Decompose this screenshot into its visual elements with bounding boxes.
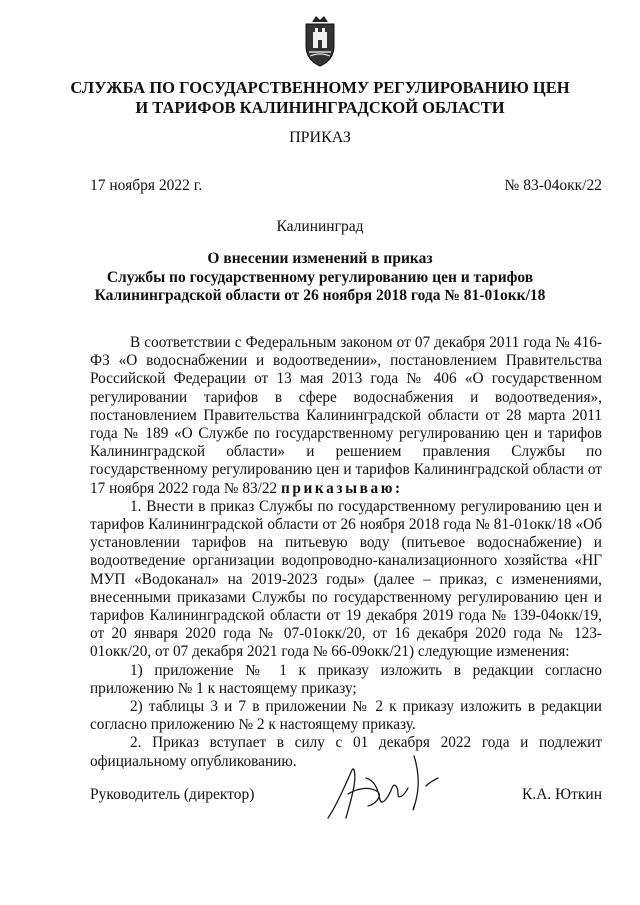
document-type: ПРИКАЗ [289, 129, 351, 146]
signatory-role: Руководитель (директор) [90, 786, 255, 803]
orders-word: приказываю: [281, 479, 403, 497]
document-city: Калининград [276, 218, 364, 235]
preamble-text: В соответствии с Федеральным законом от 07 декабря 2011 года № 416-ФЗ «О водоснабжении и водоотведении», постановлением Правительства Российской Федерации от 13 мая 2013 года № 406 «О государственном регулировании тарифов в сфере водоснабжения и водоотведения», постановлением Правительства Калининградской области от 28 марта 2011 года № 189 «О Службе по государственному регулированию цен и тарифов Калининградской области» и решением правления Службы по государственному регулированию цен и тарифов Калининградской области от 17 ноября 2022 года № 83/22 [90, 334, 602, 497]
item-2-paragraph: 2. Приказ вступает в силу с 01 декабря 2022 года и подлежит официальному опубликованию. [90, 734, 602, 770]
document-body [90, 334, 602, 771]
agency-name-line1: СЛУЖБА ПО ГОСУДАРСТВЕННОМУ РЕГУЛИРОВАНИЮ ЦЕН [70, 78, 570, 97]
subject-line3: Калининградской области от 26 ноября 2018 года № 81-01окк/18 [94, 287, 546, 304]
agency-name-line2: И ТАРИФОВ КАЛИНИНГРАДСКОЙ ОБЛАСТИ [135, 98, 505, 117]
item-1-paragraph: 1. Внести в приказ Службы по государственному регулированию цен и тарифов Калининградской области от 26 ноября 2018 года № 81-01окк/18 «Об установлении тарифов на питьевую воду (питьевое водоснабжение) и водоотведение организации водопроводно-канализационного хозяйства «НГ МУП «Водоканал» на 2019-2023 годы» (далее – приказ, с изменениями, внесенными приказами Службы по государственному регулированию цен и тарифов Калининградской области от 19 декабря 2019 года № 139-04окк/19, от 20 января 2020 года № 07-01окк/20, от 16 декабря 2020 года № 123-01окк/20, от 07 декабря 2021 года № 66-09окк/21) следующие изменения: [90, 497, 602, 661]
document-subject [0, 250, 640, 306]
document-date: 17 ноября 2022 г. [90, 177, 203, 194]
document-number: № 83-04окк/22 [504, 177, 602, 194]
subject-line1: О внесении изменений в приказ [207, 250, 433, 267]
coat-of-arms-icon [298, 12, 342, 70]
sub-item-2-paragraph: 2) таблицы 3 и 7 в приложении № 2 к приказу изложить в редакции согласно приложению № 2 к настоящему приказу. [90, 698, 602, 734]
signatory-name: К.А. Юткин [522, 786, 602, 803]
preamble-paragraph [90, 334, 602, 498]
agency-name [0, 78, 640, 118]
subject-line2: Службы по государственному регулированию цен и тарифов [106, 268, 534, 286]
sub-item-1-paragraph: 1) приложение № 1 к приказу изложить в редакции согласно приложению № 1 к настоящему приказу; [90, 661, 602, 697]
handwritten-signature [318, 748, 458, 828]
